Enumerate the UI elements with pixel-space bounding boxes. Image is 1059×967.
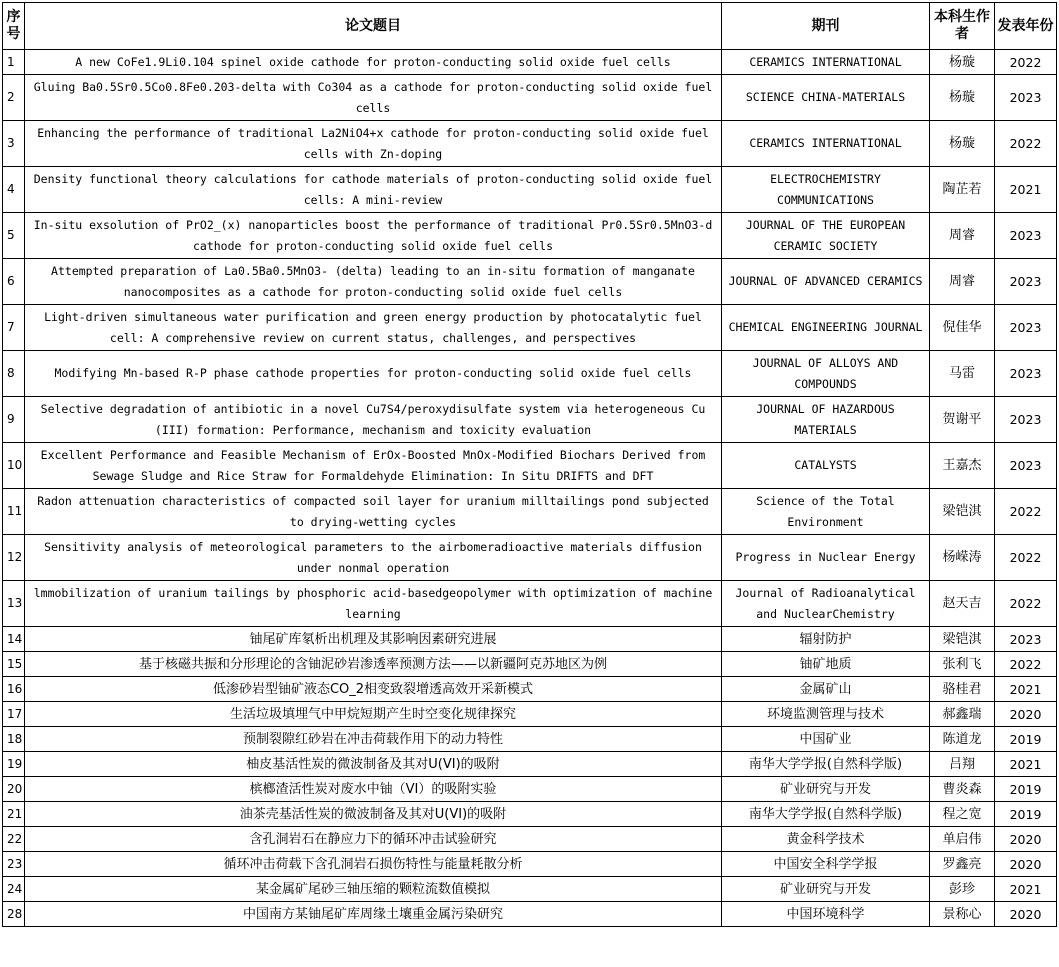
row-index: 21 — [3, 802, 25, 827]
journal-name: 中国安全科学学报 — [722, 852, 930, 877]
table-row — [3, 121, 1057, 167]
table-row — [3, 877, 1057, 902]
publish-year: 2021 — [995, 167, 1057, 213]
paper-title: lmmobilization of uranium tailings by phosphoric acid-basedgeopolymer with optimization of machine learning — [25, 581, 722, 627]
journal-name: CERAMICS INTERNATIONAL — [722, 50, 930, 75]
table-row — [3, 702, 1057, 727]
table-row — [3, 167, 1057, 213]
table-row — [3, 443, 1057, 489]
table-row — [3, 677, 1057, 702]
journal-name: Science of the Total Environment — [722, 489, 930, 535]
publish-year: 2023 — [995, 627, 1057, 652]
paper-title: 循环冲击荷载下含孔洞岩石损伤特性与能量耗散分析 — [25, 852, 722, 877]
table-body — [3, 50, 1057, 927]
paper-title: Gluing Ba0.5Sr0.5Co0.8Fe0.203-delta with Co304 as a cathode for proton-conducting solid oxide fuel cells — [25, 75, 722, 121]
table-row — [3, 852, 1057, 877]
paper-title: Enhancing the performance of traditional La2NiO4+x cathode for proton-conducting solid oxide fuel cells with Zn-doping — [25, 121, 722, 167]
journal-name: CATALYSTS — [722, 443, 930, 489]
publish-year: 2022 — [995, 489, 1057, 535]
paper-title: 预制裂隙红砂岩在冲击荷载作用下的动力特性 — [25, 727, 722, 752]
header-journal: 期刊 — [722, 3, 930, 50]
row-index: 17 — [3, 702, 25, 727]
row-index: 13 — [3, 581, 25, 627]
table-row — [3, 652, 1057, 677]
student-author: 罗鑫亮 — [930, 852, 995, 877]
student-author: 梁铠淇 — [930, 489, 995, 535]
journal-name: JOURNAL OF ADVANCED CERAMICS — [722, 259, 930, 305]
journal-name: JOURNAL OF HAZARDOUS MATERIALS — [722, 397, 930, 443]
journal-name: Progress in Nuclear Energy — [722, 535, 930, 581]
student-author: 单启伟 — [930, 827, 995, 852]
row-index: 24 — [3, 877, 25, 902]
table-row — [3, 50, 1057, 75]
student-author: 梁铠淇 — [930, 627, 995, 652]
row-index: 5 — [3, 213, 25, 259]
papers-table — [2, 2, 1057, 927]
row-index: 6 — [3, 259, 25, 305]
student-author: 景称心 — [930, 902, 995, 927]
paper-title: 中国南方某铀尾矿库周缘土壤重金属污染研究 — [25, 902, 722, 927]
table-row — [3, 397, 1057, 443]
publish-year: 2023 — [995, 397, 1057, 443]
paper-title: Light-driven simultaneous water purification and green energy production by photocatalytic fuel cell: A comprehensive review on current status, challenges, and perspectives — [25, 305, 722, 351]
table-row — [3, 727, 1057, 752]
journal-name: 矿业研究与开发 — [722, 777, 930, 802]
row-index: 16 — [3, 677, 25, 702]
header-index: 序号 — [3, 3, 25, 50]
paper-title: Attempted preparation of La0.5Ba0.5MnO3- (delta) leading to an in-situ formation of manganate nanocomposites as a cathode for proton-conducting solid oxide fuel cells — [25, 259, 722, 305]
row-index: 7 — [3, 305, 25, 351]
publish-year: 2020 — [995, 852, 1057, 877]
paper-title: 油茶壳基活性炭的微波制备及其对U(VI)的吸附 — [25, 802, 722, 827]
publish-year: 2020 — [995, 902, 1057, 927]
publish-year: 2022 — [995, 121, 1057, 167]
table-row — [3, 305, 1057, 351]
student-author: 杨璇 — [930, 121, 995, 167]
publish-year: 2019 — [995, 802, 1057, 827]
paper-title: 基于核磁共振和分形理论的含铀泥砂岩渗透率预测方法——以新疆阿克苏地区为例 — [25, 652, 722, 677]
header-row — [3, 3, 1057, 50]
publish-year: 2022 — [995, 535, 1057, 581]
student-author: 周睿 — [930, 213, 995, 259]
paper-title: 铀尾矿库氡析出机理及其影响因素研究进展 — [25, 627, 722, 652]
row-index: 28 — [3, 902, 25, 927]
student-author: 赵天吉 — [930, 581, 995, 627]
student-author: 彭珍 — [930, 877, 995, 902]
journal-name: 中国矿业 — [722, 727, 930, 752]
publish-year: 2022 — [995, 50, 1057, 75]
table-row — [3, 902, 1057, 927]
journal-name: JOURNAL OF ALLOYS AND COMPOUNDS — [722, 351, 930, 397]
publish-year: 2019 — [995, 727, 1057, 752]
journal-name: JOURNAL OF THE EUROPEAN CERAMIC SOCIETY — [722, 213, 930, 259]
row-index: 10 — [3, 443, 25, 489]
row-index: 15 — [3, 652, 25, 677]
paper-title: 某金属矿尾砂三轴压缩的颗粒流数值模拟 — [25, 877, 722, 902]
row-index: 22 — [3, 827, 25, 852]
table-row — [3, 777, 1057, 802]
paper-title: Modifying Mn-based R-P phase cathode properties for proton-conducting solid oxide fuel cells — [25, 351, 722, 397]
row-index: 3 — [3, 121, 25, 167]
header-author: 本科生作者 — [930, 3, 995, 50]
journal-name: 环境监测管理与技术 — [722, 702, 930, 727]
paper-title: Sensitivity analysis of meteorological parameters to the airbomeradioactive materials diffusion under nonmal operation — [25, 535, 722, 581]
student-author: 贺谢平 — [930, 397, 995, 443]
paper-title: In-situ exsolution of PrO2_(x) nanoparticles boost the performance of traditional Pr0.5Sr0.5MnO3-d cathode for proton-conducting solid oxide fuel cells — [25, 213, 722, 259]
student-author: 程之宽 — [930, 802, 995, 827]
row-index: 23 — [3, 852, 25, 877]
student-author: 陈道龙 — [930, 727, 995, 752]
row-index: 11 — [3, 489, 25, 535]
journal-name: SCIENCE CHINA-MATERIALS — [722, 75, 930, 121]
journal-name: 中国环境科学 — [722, 902, 930, 927]
publish-year: 2023 — [995, 259, 1057, 305]
journal-name: Journal of Radioanalytical and NuclearChemistry — [722, 581, 930, 627]
publish-year: 2023 — [995, 351, 1057, 397]
publish-year: 2021 — [995, 752, 1057, 777]
header-title: 论文题目 — [25, 3, 722, 50]
row-index: 20 — [3, 777, 25, 802]
student-author: 曹炎森 — [930, 777, 995, 802]
table-row — [3, 752, 1057, 777]
student-author: 王嘉杰 — [930, 443, 995, 489]
publish-year: 2023 — [995, 443, 1057, 489]
student-author: 杨嵘涛 — [930, 535, 995, 581]
student-author: 吕翔 — [930, 752, 995, 777]
publish-year: 2023 — [995, 213, 1057, 259]
journal-name: 铀矿地质 — [722, 652, 930, 677]
table-row — [3, 351, 1057, 397]
paper-title: Selective degradation of antibiotic in a novel Cu7S4/peroxydisulfate system via heterogeneous Cu (III) formation: Performance, mechanism and toxicity evaluation — [25, 397, 722, 443]
table-row — [3, 581, 1057, 627]
publish-year: 2022 — [995, 652, 1057, 677]
journal-name: 黄金科学技术 — [722, 827, 930, 852]
paper-title: Density functional theory calculations for cathode materials of proton-conducting solid oxide fuel cells: A mini-review — [25, 167, 722, 213]
student-author: 杨璇 — [930, 75, 995, 121]
paper-title: Excellent Performance and Feasible Mechanism of ErOx-Boosted MnOx-Modified Biochars Derived from Sewage Sludge and Rice Straw for Formaldehyde Elimination: In Situ DRIFTS and DFT — [25, 443, 722, 489]
publish-year: 2023 — [995, 75, 1057, 121]
table-row — [3, 489, 1057, 535]
student-author: 骆桂君 — [930, 677, 995, 702]
publish-year: 2021 — [995, 877, 1057, 902]
paper-title: Radon attenuation characteristics of compacted soil layer for uranium milltailings pond subjected to drying-wetting cycles — [25, 489, 722, 535]
student-author: 杨璇 — [930, 50, 995, 75]
paper-title: 低渗砂岩型铀矿液态CO_2相变致裂增透高效开采新模式 — [25, 677, 722, 702]
student-author: 郝鑫瑞 — [930, 702, 995, 727]
student-author: 马雷 — [930, 351, 995, 397]
journal-name: CERAMICS INTERNATIONAL — [722, 121, 930, 167]
table-row — [3, 627, 1057, 652]
row-index: 19 — [3, 752, 25, 777]
journal-name: ELECTROCHEMISTRY COMMUNICATIONS — [722, 167, 930, 213]
journal-name: 金属矿山 — [722, 677, 930, 702]
journal-name: 辐射防护 — [722, 627, 930, 652]
paper-title: 槟榔渣活性炭对废水中铀（VI）的吸附实验 — [25, 777, 722, 802]
table-row — [3, 802, 1057, 827]
row-index: 12 — [3, 535, 25, 581]
table-row — [3, 75, 1057, 121]
journal-name: 矿业研究与开发 — [722, 877, 930, 902]
paper-title: 生活垃圾填埋气中甲烷短期产生时空变化规律探究 — [25, 702, 722, 727]
publish-year: 2022 — [995, 581, 1057, 627]
paper-title: A new CoFe1.9Li0.104 spinel oxide cathode for proton-conducting solid oxide fuel cells — [25, 50, 722, 75]
row-index: 8 — [3, 351, 25, 397]
student-author: 周睿 — [930, 259, 995, 305]
paper-title: 柚皮基活性炭的微波制备及其对U(VI)的吸附 — [25, 752, 722, 777]
publish-year: 2019 — [995, 777, 1057, 802]
publish-year: 2020 — [995, 702, 1057, 727]
journal-name: CHEMICAL ENGINEERING JOURNAL — [722, 305, 930, 351]
publish-year: 2020 — [995, 827, 1057, 852]
publish-year: 2021 — [995, 677, 1057, 702]
journal-name: 南华大学学报(自然科学版) — [722, 802, 930, 827]
table-row — [3, 213, 1057, 259]
row-index: 4 — [3, 167, 25, 213]
header-year: 发表年份 — [995, 3, 1057, 50]
row-index: 2 — [3, 75, 25, 121]
student-author: 张利飞 — [930, 652, 995, 677]
row-index: 1 — [3, 50, 25, 75]
paper-title: 含孔洞岩石在静应力下的循环冲击试验研究 — [25, 827, 722, 852]
row-index: 14 — [3, 627, 25, 652]
student-author: 陶芷若 — [930, 167, 995, 213]
row-index: 18 — [3, 727, 25, 752]
row-index: 9 — [3, 397, 25, 443]
table-row — [3, 259, 1057, 305]
publish-year: 2023 — [995, 305, 1057, 351]
table-row — [3, 535, 1057, 581]
journal-name: 南华大学学报(自然科学版) — [722, 752, 930, 777]
table-row — [3, 827, 1057, 852]
student-author: 倪佳华 — [930, 305, 995, 351]
